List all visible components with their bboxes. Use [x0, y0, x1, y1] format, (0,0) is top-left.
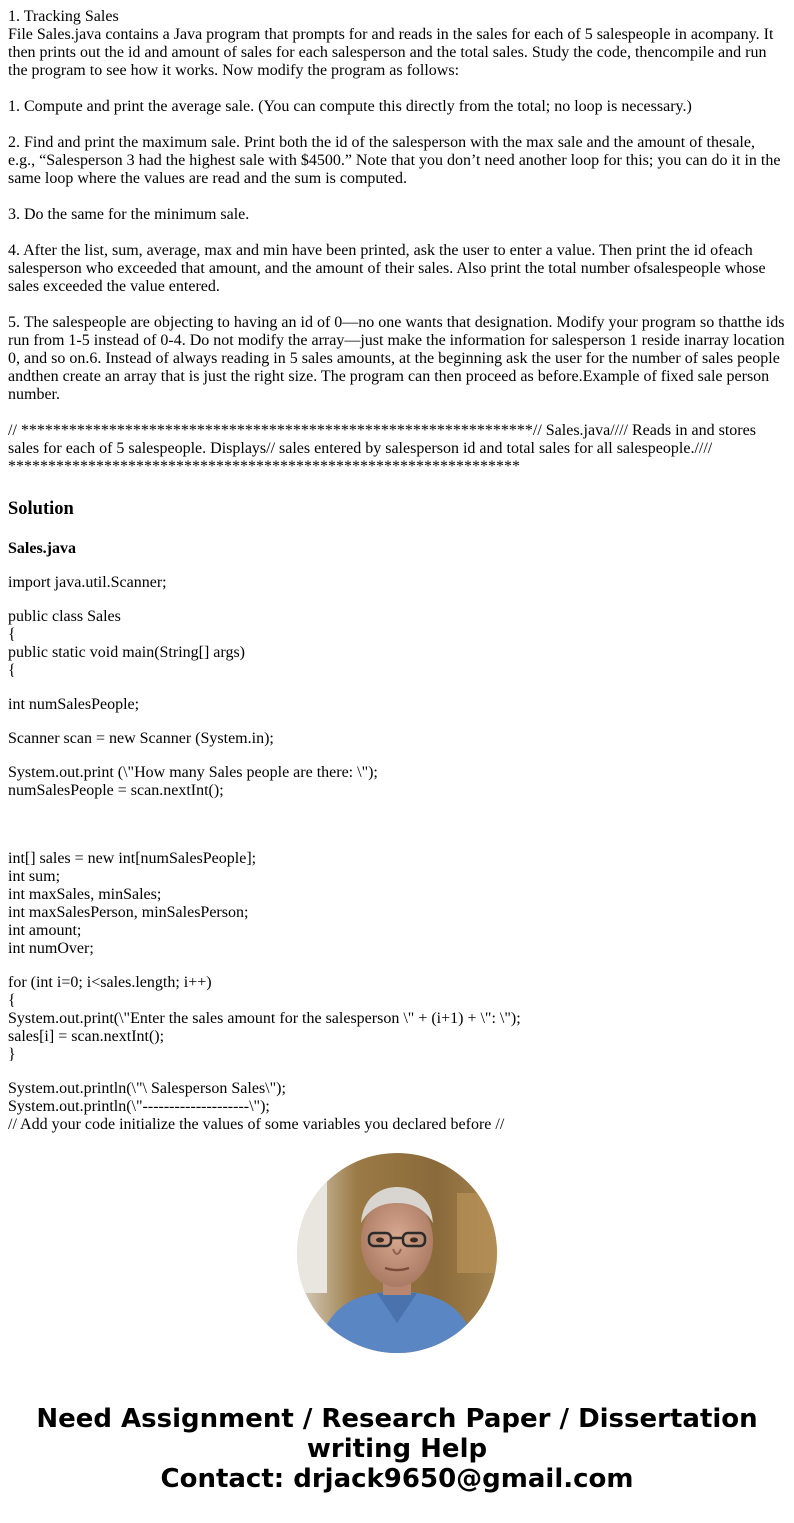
code-line: int[] sales = new int[numSalesPeople];	[8, 850, 257, 867]
author-avatar	[297, 1153, 497, 1353]
solution-file-name: Sales.java	[8, 540, 76, 557]
code-line	[8, 816, 786, 834]
code-line: public static void main(String[] args)	[8, 644, 245, 661]
solution-heading: Solution	[8, 499, 74, 519]
question-section	[8, 8, 786, 476]
promo-line-1: Need Assignment / Research Paper / Dissertation	[36, 1404, 758, 1434]
code-line: sales[i] = scan.nextInt();	[8, 1028, 165, 1045]
code-line: int amount;	[8, 922, 82, 939]
code-line: System.out.print (\"How many Sales people are there: \");	[8, 764, 378, 781]
code-line: Scanner scan = new Scanner (System.in);	[8, 730, 274, 747]
code-block	[8, 574, 786, 592]
promo-footer	[0, 1404, 794, 1494]
promo-contact: Contact: drjack9650@gmail.com	[160, 1464, 634, 1494]
code-block	[8, 764, 786, 800]
code-block	[8, 1080, 786, 1134]
code-line: {	[8, 992, 16, 1009]
code-block	[8, 696, 786, 714]
author-photo	[297, 1153, 497, 1353]
promo-line-2: writing Help	[306, 1434, 488, 1464]
code-line: System.out.println(\"--------------------\");	[8, 1098, 270, 1115]
solution-code	[8, 574, 786, 1134]
question-item-4: 4. After the list, sum, average, max and min have been printed, ask the user to enter a value. Then print the id ofeach salesperson who exceeded that amount, and the amount of their sales. Also print the total number ofsalespeople whose sales exceeded the value entered.	[8, 242, 766, 295]
question-header	[8, 8, 786, 80]
code-line: import java.util.Scanner;	[8, 574, 167, 591]
code-line: System.out.println(\"\ Salesperson Sales\");	[8, 1080, 286, 1097]
code-line: {	[8, 662, 16, 679]
code-block	[8, 730, 786, 748]
code-line: int numSalesPeople;	[8, 696, 140, 713]
code-line: for (int i=0; i<sales.length; i++)	[8, 974, 212, 991]
code-line: int maxSales, minSales;	[8, 886, 162, 903]
code-block	[8, 974, 786, 1064]
question-item-1: 1. Compute and print the average sale. (You can compute this directly from the total; no loop is necessary.)	[8, 98, 692, 115]
code-line: int maxSalesPerson, minSalesPerson;	[8, 904, 249, 921]
code-block	[8, 850, 786, 958]
question-item-2: 2. Find and print the maximum sale. Print both the id of the salesperson with the max sale and the amount of thesale, e.g., “Salesperson 3 had the highest sale with $4500.” Note that you don’t need another loop for this; you can do it in the same loop where the values are read and the sum is computed.	[8, 134, 781, 187]
question-item-5: 5. The salespeople are objecting to having an id of 0—no one wants that designation. Modify your program so thatthe ids run from 1-5 instead of 0-4. Do not modify the array—just make the information for salesperson 1 reside inarray location 0, and so on.6. Instead of always reading in 5 sales amounts, at the beginning ask the user for the number of sales people andthen create an array that is just the right size. The program can then proceed as before.Example of fixed sale person number.	[8, 314, 785, 403]
code-block	[8, 816, 786, 834]
question-intro: File Sales.java contains a Java program that prompts for and reads in the sales for each of 5 salespeople in acompany. It then prints out the id and amount of sales for each salesperson and the total sales. Study the code, thencompile and run the program to see how it works. Now modify the program as follows:	[8, 26, 774, 79]
document-page	[8, 8, 786, 1134]
code-line: int sum;	[8, 868, 61, 885]
code-line: public class Sales	[8, 608, 121, 625]
code-line: {	[8, 626, 16, 643]
code-line: int numOver;	[8, 940, 94, 957]
code-line: // Add your code initialize the values of some variables you declared before //	[8, 1116, 505, 1133]
question-item-3: 3. Do the same for the minimum sale.	[8, 206, 250, 223]
question-title: 1. Tracking Sales	[8, 8, 119, 25]
code-line: }	[8, 1046, 16, 1063]
code-header-comment: // ****************************************************************// Sales.java//// Reads in and stores sales for each of 5 salespeople. Displays// sales entered by salesperson id and total sales for all salespeople.//// ****************************************************************	[8, 422, 756, 475]
code-block	[8, 608, 786, 680]
code-line: System.out.print(\"Enter the sales amount for the salesperson \" + (i+1) + \": \");	[8, 1010, 521, 1027]
code-line: numSalesPeople = scan.nextInt();	[8, 782, 224, 799]
